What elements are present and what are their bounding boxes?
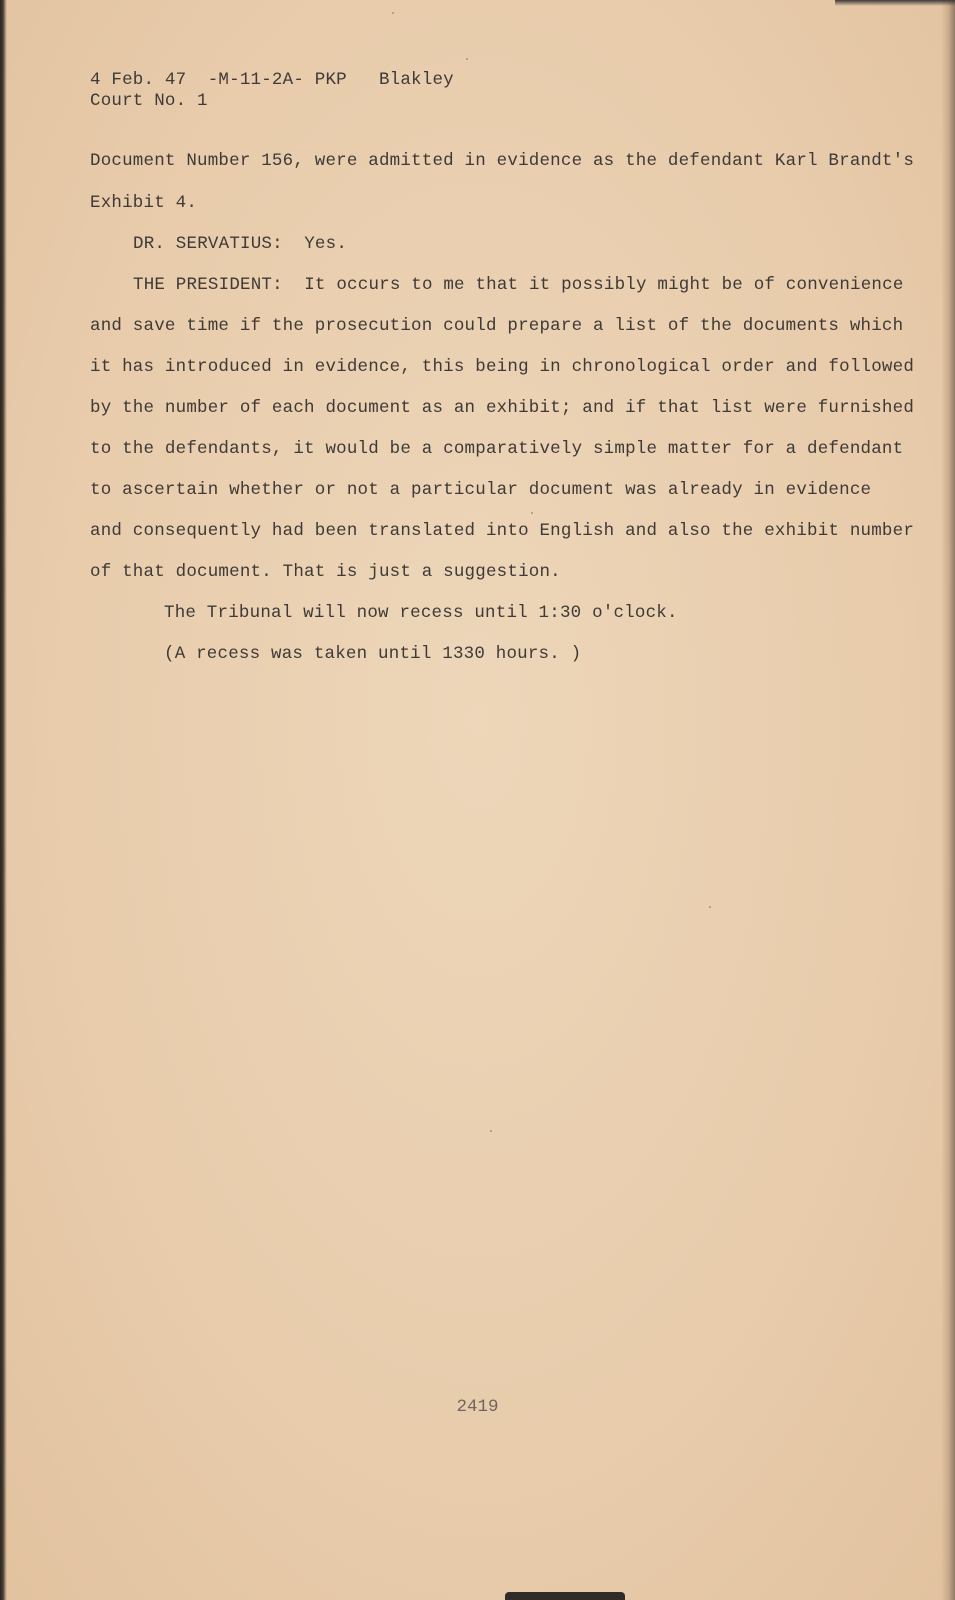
body-line: and consequently had been translated into English and also the exhibit number	[90, 521, 915, 541]
left-binding-edge	[0, 0, 7, 1600]
header-date-code: 4 Feb. 47 -M-11-2A- PKP Blakley	[90, 70, 454, 90]
body-line: and save time if the prosecution could prepare a list of the documents which	[90, 316, 904, 336]
recess-announcement: The Tribunal will now recess until 1:30 o'clock.	[164, 603, 678, 623]
page-number: 2419	[456, 1397, 499, 1417]
body-line: of that document. That is just a suggestion.	[90, 562, 561, 582]
bottom-clip	[505, 1592, 625, 1600]
recess-note: (A recess was taken until 1330 hours. )	[164, 644, 582, 664]
body-line: by the number of each document as an exhibit; and if that list were furnished	[90, 398, 915, 418]
speaker-line-servatius: DR. SERVATIUS: Yes.	[133, 234, 348, 254]
paper-speck	[466, 58, 468, 60]
header-court-number: Court No. 1	[90, 91, 208, 111]
body-line: to ascertain whether or not a particular document was already in evidence	[90, 480, 872, 500]
body-line: Exhibit 4.	[90, 193, 198, 213]
body-line: to the defendants, it would be a comparatively simple matter for a defendant	[90, 439, 904, 459]
speaker-line-president: THE PRESIDENT: It occurs to me that it possibly might be of convenience	[133, 275, 904, 295]
body-line: it has introduced in evidence, this being in chronological order and followed	[90, 357, 915, 377]
paper-speck	[490, 1130, 492, 1132]
paper-speck	[531, 512, 533, 514]
body-line: Document Number 156, were admitted in evidence as the defendant Karl Brandt's	[90, 151, 915, 171]
paper-speck	[709, 906, 711, 908]
paper-speck	[392, 12, 394, 14]
top-right-shadow	[835, 0, 955, 6]
right-page-edge	[941, 0, 955, 1600]
